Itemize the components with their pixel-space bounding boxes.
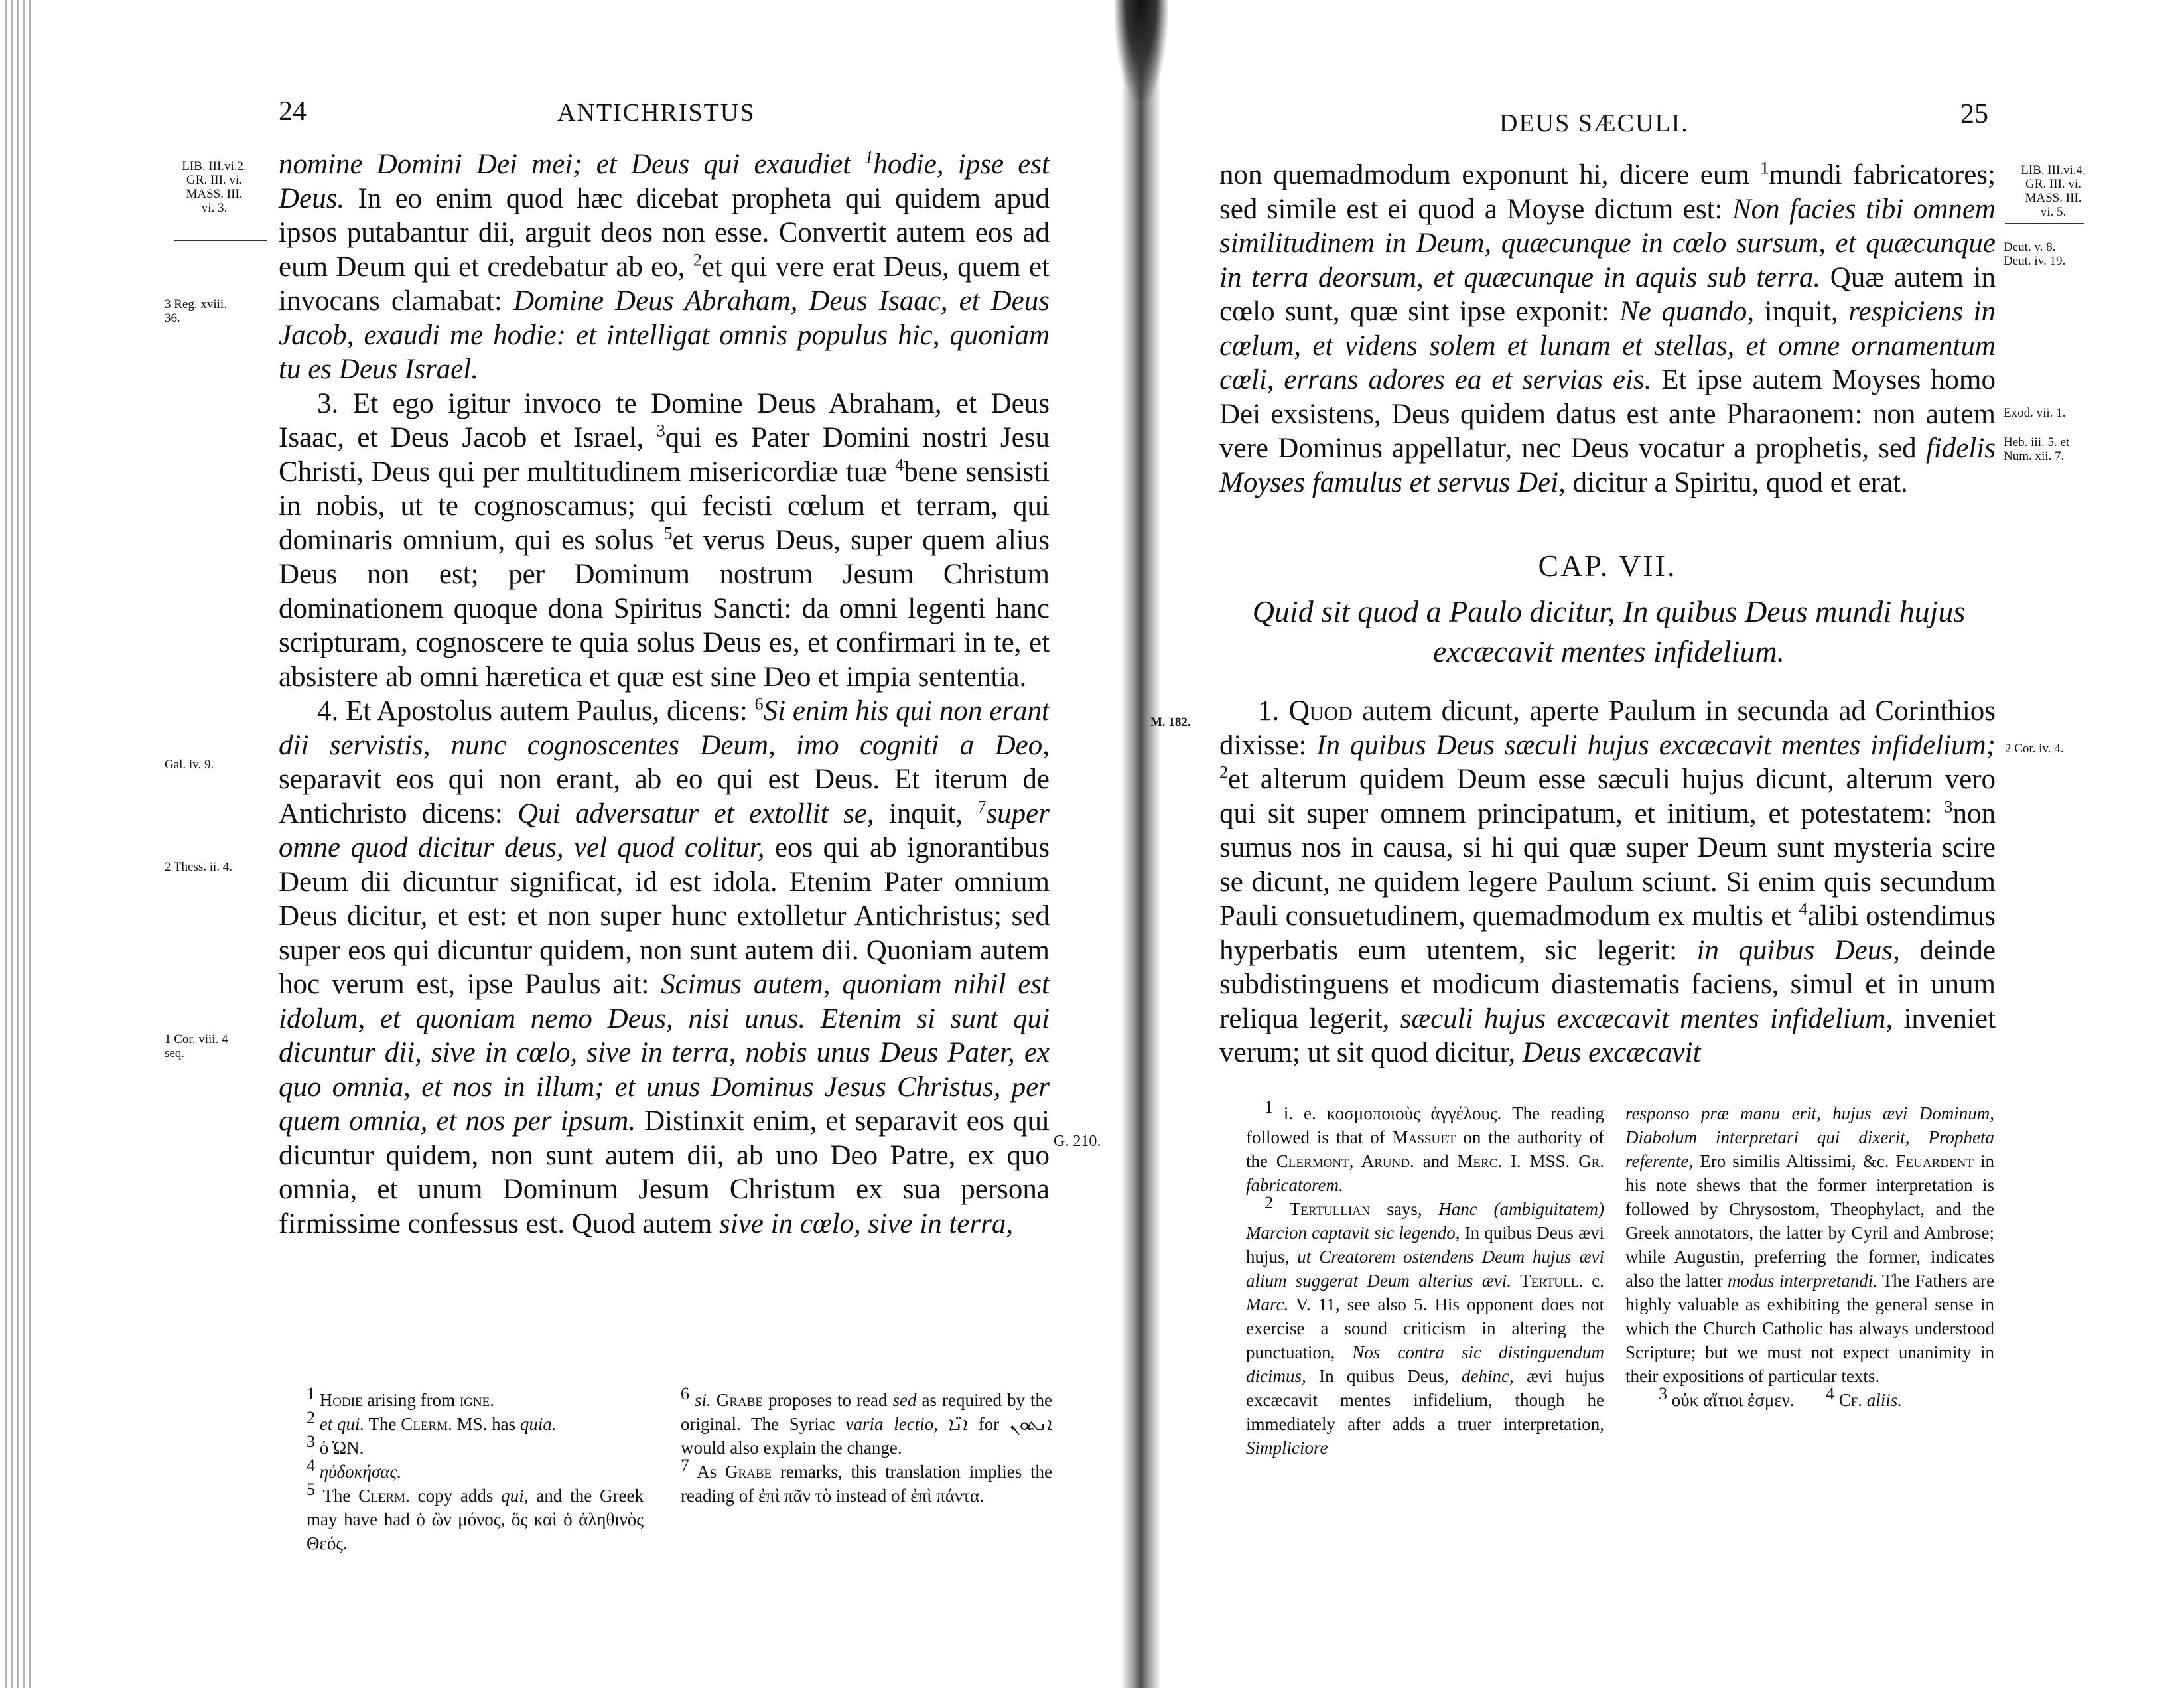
right-running-head: DEUS SÆCULI. — [1499, 109, 1689, 137]
footnote: $^3$ οὐκ αἴτιοι ἐσμεν. $^4$ Cf. aliis. — [1659, 1384, 1903, 1410]
footnote: $^2$ et qui. The Clerm. MS. has quia. — [307, 1408, 557, 1434]
margin-note: LIB. III.vi.4. GR. III. vi. MASS. III. vi. 5. — [2021, 163, 2086, 219]
paragraph: 1. Quod autem dicunt, aperte Paulum in secunda ad Corinthios dixisse: In quibus Deus sæculi hujus excæcavit mentes infidelium; $^2$et alterum quidem Deum esse sæculi hujus dicunt, alterum vero qui sit super omnem principatum, et initium, et potestatem: $^3$non sumus nos in causa, si hi qui quæ super Deum sunt mysteria scire se dicunt, ne quidem legere Paulum sciunt. Si enim quis secundum Pauli consuetudinem, quemadmodum ex multis et $^4$alibi ostendimus hyperbatis eum utentem, sic legerit: in quibus Deus, deinde subdistinguens et modicum diastematis faciens, simul et in unum reliqua legerit, sæculi hujus excæcavit mentes infidelium, inveniet verum; ut sit quod dicitur, Deus excæcavit — [1219, 695, 1996, 1068]
right-page-number: 25 — [1960, 99, 1988, 129]
right-footnotes-col1 — [1246, 1097, 1605, 1460]
footnote: $^3$ ὁ ̓ΩΝ. — [307, 1432, 364, 1458]
margin-note: Deut. v. 8. Deut. iv. 19. — [2004, 240, 2066, 268]
margin-note: LIB. III.vi.2. GR. III. vi. MASS. III. vi. 3. — [182, 159, 247, 215]
footnote: $^5$ The Clerm. copy adds qui, and the Greek may have had ὁ ὢν μόνος, ὅς καὶ ὁ ἀληθινὸς Θεός. — [307, 1480, 644, 1553]
paragraph: 4. Et Apostolus autem Paulus, dicens: $^6$Si enim his qui non erant dii servistis, nunc cognoscentes Deum, imo cogniti a Deo, separavit eos qui non erant, ab eo qui est Deus. Et iterum de Antichristo dicens: Qui adversatur et extollit se, inquit, $^7$super omne quod dicitur deus, vel quod colitur, eos qui ab ignorantibus Deum dii dicuntur significat, id est idola. Etenim Pater omnium Deus dicitur, et est: et non super hunc extolletur Antichristus; sed super eos qui dicuntur quidem, non sunt autem dii. Quoniam autem hoc verum est, ipse Paulus ait: Scimus autem, quoniam nihil est idolum, et quoniam nemo Deus, nisi unus. Etenim si sunt qui dicuntur dii, sive in cœlo, sive in terra, nobis unus Deus Pater, ex quo omnia, et nos in illum; et unus Dominus Jesus Christus, per quem omnia, et nos per ipsum. Distinxit enim, et separavit eos qui dicuntur quidem, non sunt autem dii, ab uno Deo Patre, ex quo omnia, et unum Dominum Jesum Christum ex sua persona firmissime confessus est. Quod autem sive in cœlo, sive in terra, — [279, 694, 1050, 1239]
right-chapter-text — [1219, 694, 1996, 1070]
footnote: $^2$ Tertullian says, Hanc (ambiguitatem) Marcion captavit sic legendo, In quibus Deus ævi hujus, ut Creatorem ostendens Deum hujus ævi alium suggerat Deum alterius ævi. Tertull. c. Marc. V. 11, see also 5. His opponent does not exercise a sound criticism in altering the punctuation, Nos contra sic distinguendum dicimus, In quibus Deus, dehinc, ævi hujus excæcavit mentes infidelium, though he immediately after adds a truer interpretation, Simpliciore — [1246, 1193, 1605, 1458]
footnote: $^1$ i. e. κοσμοποιοὺς ἀγγέλους. The reading followed is that of Massuet on the authority of the Clermont, Arund. and Merc. I. MSS. Gr. fabricatorem. — [1246, 1097, 1605, 1195]
chapter-title: Quid sit quod a Paulo dicitur, In quibus Deus mundi hujus excæcavit mentes infidelium. — [1252, 595, 1966, 668]
footnote: $^6$ si. Grabe proposes to read sed as required by the original. The Syriac varia lectio, ܐܢ̈ܐ for ܐܢܬܘܢ would also explain the change. — [681, 1384, 1053, 1458]
margin-note: Exod. vii. 1. — [2004, 406, 2066, 420]
margin-note: M. 182. — [1150, 715, 1191, 729]
chapter-heading: CAP. VII. — [1538, 549, 1677, 583]
left-running-head: ANTICHRISTUS — [557, 99, 756, 127]
footnote: responso præ manu erit, hujus ævi Dominum, Diabolum interpretari qui dixerit, Propheta referente, Ero similis Altissimi, &c. Feuardent in his note shews that the former interpretation is followed by Chrysostom, Theophylact, and the Greek annotators, the latter by Cyril and Ambrose; while Augustin, preferring the former, indicates also the latter modus interpretandi. The Fathers are highly valuable as exhibiting the general sense in which the Church Catholic has always understood Scripture; but we must not expect unanimity in their expositions of particular texts. — [1625, 1103, 1994, 1386]
paragraph: nomine Domini Dei mei; et Deus qui exaudiet $^1$hodie, ipse est Deus. In eo enim quod hæc dicebat propheta qui quidem apud ipsos putabantur dii, arguit deos non esse. Convertit autem eos ad eum Deum qui et credebatur ab eo, $^2$et qui vere erat Deus, quem et invocans clamabat: Domine Deus Abraham, Deus Isaac, et Deus Jacob, exaudi me hodie: et intelligat omnis populus hic, quoniam tu es Deus Israel. — [279, 147, 1050, 385]
left-footnotes-col1 — [307, 1384, 644, 1555]
margin-note: Heb. iii. 5. et Num. xii. 7. — [2004, 435, 2070, 463]
margin-note: 1 Cor. viii. 4 seq. — [165, 1032, 228, 1060]
margin-note: 2 Cor. iv. 4. — [2005, 742, 2064, 756]
right-top-text — [1219, 158, 1996, 500]
footnote: $^1$ Hodie arising from igne. — [307, 1384, 494, 1410]
margin-note: 2 Thess. ii. 4. — [165, 860, 233, 874]
margin-note: Gal. iv. 9. — [165, 758, 214, 772]
footnote: $^4$ ηὐδοκήσας. — [307, 1456, 402, 1482]
paragraph: non quemadmodum exponunt hi, dicere eum $^1$mundi fabricatores; sed simile est ei quod a Moyse dictum est: Non facies tibi omnem similitudinem in Deum, quæcunque in cœlo sursum, et quæcunque in terra deorsum, et quæcunque in aquis sub terra. Quæ autem in cœlo sunt, quæ sint ipse exponit: Ne quando, inquit, respiciens in cœlum, et videns solem et lunam et stellas, et omne ornamentum cœli, errans adores ea et servias eis. Et ipse autem Moyses homo Dei exsistens, Deus quidem datus est ante Pharaonem: non autem vere Dominus appellatur, nec Deus vocatur a prophetis, sed fidelis Moyses famulus et servus Dei, dicitur a Spiritu, quod et erat. — [1219, 158, 1996, 498]
margin-rule — [2005, 223, 2084, 224]
left-main-text — [279, 147, 1050, 1241]
right-page — [1121, 0, 2184, 1688]
margin-rule — [174, 240, 267, 241]
right-footnotes-col2 — [1625, 1101, 1994, 1412]
paragraph: 3. Et ego igitur invoco te Domine Deus Abraham, et Deus Isaac, et Deus Jacob et Israel, $^3$qui es Pater Domini nostri Jesu Christi, Deus qui per multitudinem misericordiæ tuæ $^4$bene sensisti in nobis, ut te cognoscamus; qui fecisti cœlum et terram, qui dominaris omnium, qui es solus $^5$et verus Deus, super quem alius Deus non est; per Dominum nostrum Jesum Christum dominationem quoque dona Spiritus Sancti: da omni legenti hanc scripturam, cognoscere te quia solus Deus es, et confirmari in te, et absistere ab omni hæretica et quæ est sine Deo et impia sententia. — [279, 387, 1050, 693]
footnote: $^7$ As Grabe remarks, this translation implies the reading of ἐπὶ πᾶν τὸ instead of ἐπὶ πάντα. — [681, 1456, 1052, 1506]
left-footnotes-col2 — [681, 1384, 1053, 1508]
margin-note: 3 Reg. xviii. 36. — [165, 297, 227, 325]
left-page-number: 24 — [279, 96, 307, 127]
margin-note: G. 210. — [1054, 1133, 1101, 1150]
